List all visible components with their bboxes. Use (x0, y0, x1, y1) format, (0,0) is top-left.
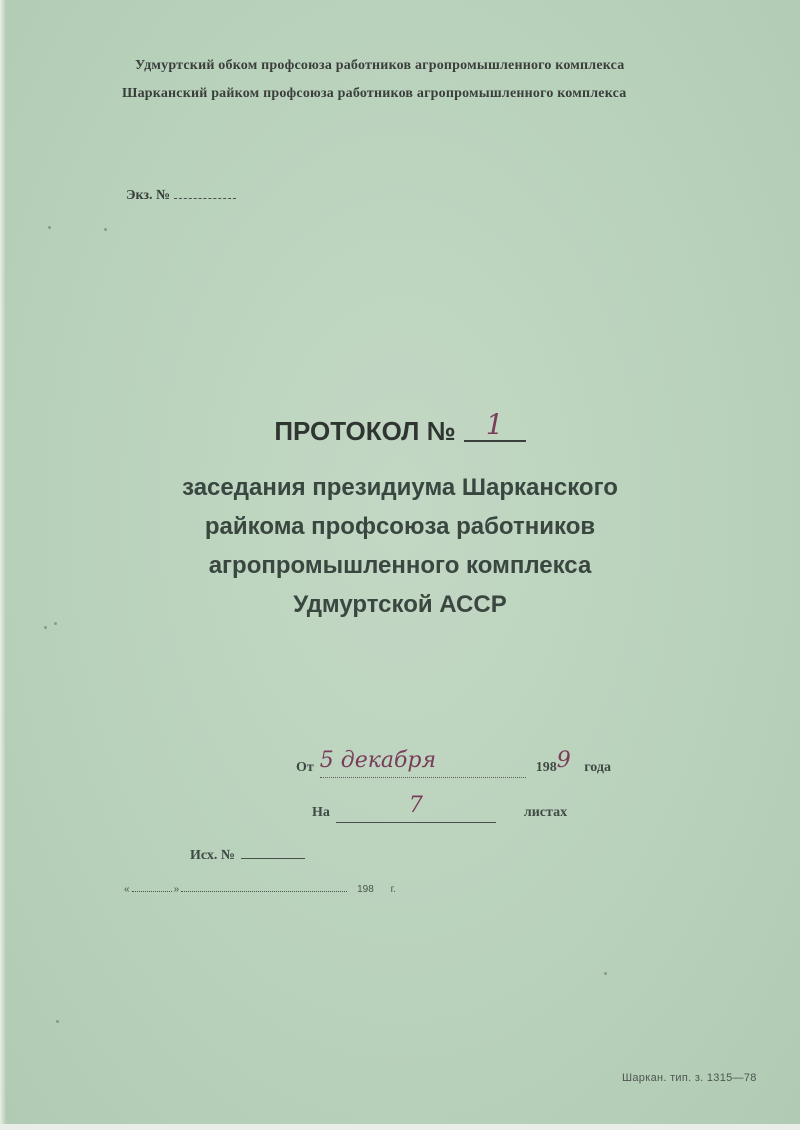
sheet-count-field (336, 793, 496, 823)
sheet-count-row (312, 793, 568, 823)
copy-number-field (126, 186, 236, 204)
date-year-printed: 198 (535, 760, 557, 775)
paper-speck (54, 622, 57, 625)
subtitle-line-2: райкома профсоюза работников (204, 513, 596, 540)
outgoing-date-day-blank (132, 891, 172, 892)
paper-speck (44, 626, 47, 629)
meeting-date-row (296, 748, 611, 778)
header-oblast-committee: Удмуртский обком профсоюза работников агропромышленного комплекса (135, 58, 625, 73)
outgoing-number-blank (241, 846, 305, 859)
outgoing-date-month-blank (181, 891, 347, 892)
subtitle-line-4: Удмуртской АССР (293, 591, 507, 618)
outgoing-date-close-quote: » (173, 884, 180, 895)
printer-imprint: Шаркан. тип. з. 1315—78 (622, 1072, 757, 1084)
paper-bottom-edge (0, 1124, 800, 1130)
outgoing-number-label: Исх. № (190, 848, 235, 863)
date-prefix: От (296, 760, 314, 775)
date-day-month-handwritten: 5 декабря (319, 748, 437, 773)
sheets-prefix: На (312, 805, 330, 820)
protocol-number-handwritten: 1 (485, 408, 504, 441)
copy-number-blank (174, 186, 236, 199)
paper-speck (56, 1020, 59, 1023)
date-suffix: года (584, 760, 611, 775)
outgoing-date-year-prefix: 198 (357, 884, 374, 895)
paper-speck (104, 228, 107, 231)
outgoing-date-open-quote: « (124, 884, 130, 895)
sheet-count-handwritten: 7 (408, 793, 423, 818)
subtitle-line-1: заседания президиума Шарканского (182, 474, 618, 501)
outgoing-number-row (190, 846, 305, 864)
date-day-month-field (319, 748, 526, 778)
document-title (0, 408, 800, 447)
outgoing-date-year-suffix: г. (390, 884, 396, 895)
outgoing-date-row (124, 884, 396, 895)
sheets-suffix: листах (523, 805, 568, 820)
copy-number-label: Экз. № (126, 188, 171, 203)
header-district-committee: Шарканский райком профсоюза работников агропромышленного комплекса (122, 86, 627, 101)
protocol-number-field (464, 408, 526, 442)
title-label: ПРОТОКОЛ № (274, 416, 456, 446)
paper-speck (48, 226, 51, 229)
date-year-digit-handwritten: 9 (556, 748, 571, 773)
subtitle-line-3: агропромышленного комплекса (208, 552, 592, 579)
paper-speck (604, 972, 607, 975)
